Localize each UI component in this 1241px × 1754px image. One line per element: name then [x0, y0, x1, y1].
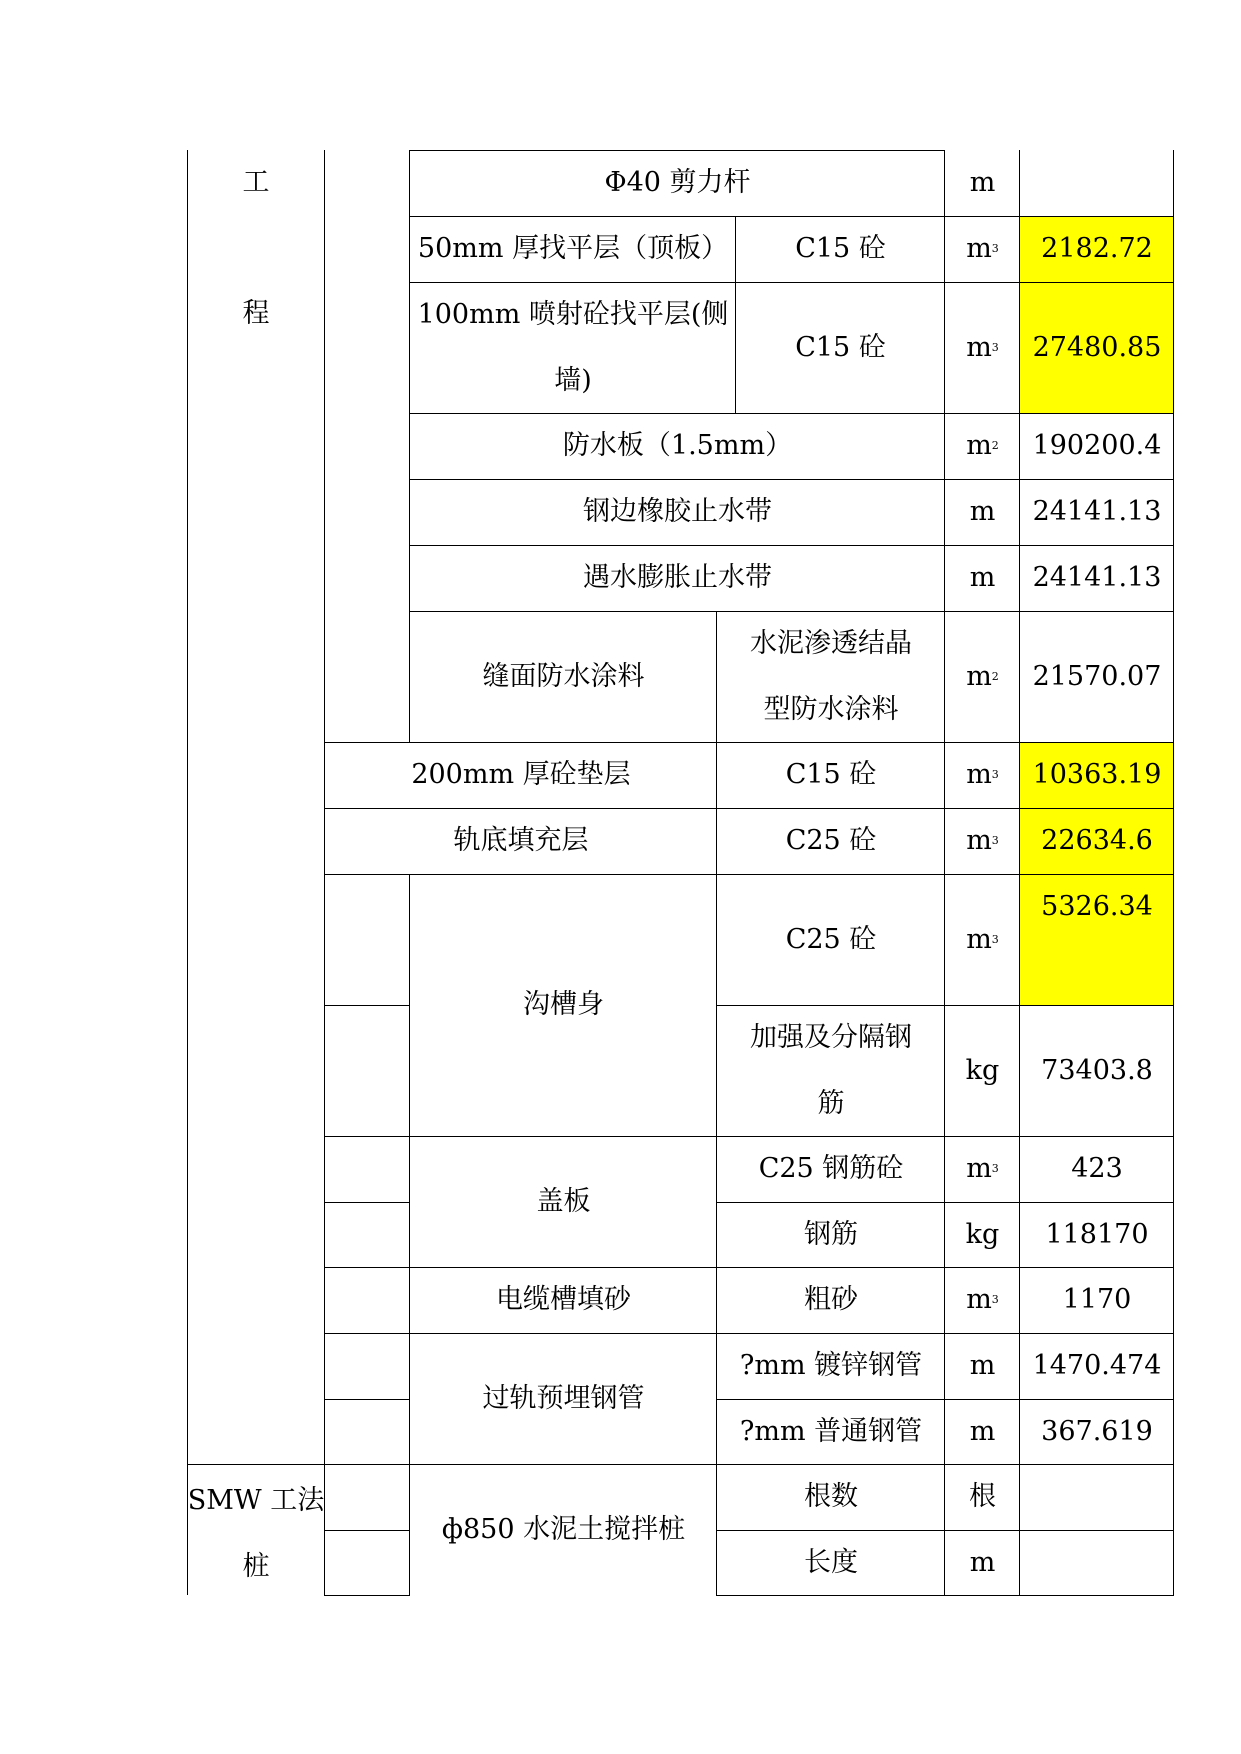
horizontal-rule	[409, 479, 1174, 480]
category-label-engineering-2: 程	[242, 298, 270, 329]
unit-cell: m	[969, 562, 996, 593]
quantity-cell-highlighted: 10363.19	[1020, 742, 1174, 808]
quantity-cell: 24141.13	[1032, 562, 1162, 593]
unit-cell: m	[969, 1546, 996, 1578]
spec-cell: 钢筋	[804, 1218, 858, 1250]
item-name: ф850 水泥土搅拌桩	[441, 1513, 686, 1545]
item-name: 沟槽身	[523, 989, 604, 1020]
unit-cell: m 3	[945, 1267, 1020, 1333]
horizontal-rule	[409, 150, 945, 151]
vertical-rule	[409, 874, 410, 1595]
unit-cell: m 2	[945, 413, 1020, 479]
horizontal-rule	[409, 216, 1174, 217]
item-name: 钢边橡胶止水带	[583, 496, 772, 527]
spec-line: 水泥渗透结晶	[750, 627, 912, 659]
unit-cell: kg	[965, 1218, 1000, 1250]
item-name: 遇水膨胀止水带	[583, 562, 772, 593]
item-name: 缝面防水涂料	[482, 660, 645, 692]
horizontal-rule	[324, 1136, 1174, 1137]
quantity-cell	[1020, 1464, 1174, 1530]
vertical-rule	[716, 611, 717, 1595]
horizontal-rule	[409, 611, 1174, 612]
unit-cell: m	[969, 1350, 996, 1381]
category-label-smw-2: 桩	[242, 1551, 270, 1582]
horizontal-rule	[716, 1005, 1174, 1006]
quantity-cell: 1170	[1062, 1284, 1132, 1315]
spec-cell: C25 钢筋砼	[758, 1153, 904, 1184]
horizontal-rule	[716, 1399, 1174, 1400]
unit-base: m	[966, 233, 992, 264]
horizontal-rule	[716, 1202, 1174, 1203]
quantity-cell: 73403.8	[1041, 1054, 1153, 1086]
item-name: 50mm 厚找平层（顶板）	[417, 233, 729, 264]
unit-base: m	[966, 923, 992, 955]
horizontal-rule	[324, 1530, 410, 1531]
spec-cell: C15 砼	[795, 233, 886, 264]
unit-base: m	[966, 331, 992, 363]
horizontal-rule	[187, 1464, 1174, 1465]
vertical-rule	[944, 150, 945, 1595]
item-name: 防水板（1.5mm）	[562, 430, 793, 461]
quantity-cell	[1020, 1530, 1174, 1595]
spec-line: 型防水涂料	[763, 693, 899, 725]
unit-cell: m 3	[945, 216, 1020, 282]
unit-cell: 根	[969, 1481, 996, 1512]
unit-base: m	[966, 660, 992, 692]
vertical-rule	[324, 150, 325, 1595]
horizontal-rule	[324, 1595, 410, 1596]
quantity-cell: 367.619	[1041, 1415, 1153, 1447]
unit-cell: m 3	[945, 808, 1020, 874]
horizontal-rule	[409, 282, 1174, 283]
unit-cell: m 3	[945, 282, 1020, 413]
horizontal-rule	[409, 413, 1174, 414]
unit-base: m	[966, 1284, 992, 1315]
unit-cell: m 3	[945, 874, 1020, 1005]
horizontal-rule	[716, 1530, 1174, 1531]
horizontal-rule	[324, 1333, 1174, 1334]
unit-base: m	[966, 825, 992, 856]
unit-cell: m	[969, 167, 996, 198]
item-name-multiline	[410, 282, 736, 413]
item-name: 轨底填充层	[453, 825, 589, 856]
horizontal-rule	[324, 1399, 410, 1400]
spec-cell: ?mm 镀锌钢管	[739, 1350, 923, 1381]
unit-base: m	[966, 1153, 992, 1184]
spec-cell: C15 砼	[795, 331, 886, 363]
category-label-smw-1: SMW 工法	[187, 1485, 325, 1516]
horizontal-rule	[324, 874, 1174, 875]
vertical-rule	[1173, 150, 1174, 1595]
unit-cell: kg	[965, 1054, 1000, 1086]
unit-cell: m	[969, 496, 996, 527]
horizontal-rule	[324, 808, 1174, 809]
quantity-cell: 118170	[1045, 1218, 1149, 1250]
horizontal-rule	[324, 1267, 1174, 1268]
quantity-cell: 21570.07	[1032, 660, 1162, 692]
spec-cell-multiline	[717, 611, 945, 742]
item-name: Φ40 剪力杆	[604, 167, 751, 198]
horizontal-rule	[324, 1202, 410, 1203]
unit-cell: m 3	[945, 1136, 1020, 1202]
spec-cell: C25 砼	[785, 825, 877, 856]
item-name: 电缆槽填砂	[496, 1284, 631, 1315]
unit-base: m	[966, 430, 992, 461]
vertical-rule	[409, 150, 410, 742]
spec-cell: C15 砼	[785, 759, 877, 790]
horizontal-rule	[409, 545, 1174, 546]
vertical-rule	[735, 216, 736, 413]
quantity-cell-highlighted: 2182.72	[1020, 216, 1174, 282]
unit-cell: m	[969, 1415, 996, 1447]
quantity-cell	[1020, 150, 1174, 216]
item-name-line: 墙)	[554, 364, 592, 396]
horizontal-rule	[324, 1005, 410, 1006]
spec-cell: 长度	[804, 1546, 858, 1578]
spec-cell: 根数	[804, 1481, 858, 1512]
item-name: 过轨预埋钢管	[482, 1382, 645, 1414]
item-name-line: 100mm 喷射砼找平层(侧	[417, 298, 729, 330]
quantity-cell-highlighted: 22634.6	[1020, 808, 1174, 874]
horizontal-rule	[716, 1595, 1174, 1596]
spec-cell: C25 砼	[785, 923, 877, 955]
spec-cell-multiline	[717, 1005, 945, 1136]
spec-line: 筋	[817, 1087, 845, 1119]
spec-cell: 粗砂	[804, 1284, 858, 1315]
quantity-cell: 423	[1071, 1153, 1123, 1184]
quantity-cell-highlighted: 27480.85	[1020, 282, 1174, 413]
category-label-engineering-1: 工	[242, 167, 270, 198]
horizontal-rule	[324, 742, 1174, 743]
vertical-rule	[187, 150, 188, 1595]
vertical-rule	[1019, 150, 1020, 1595]
quantity-cell-highlighted: 5326.34	[1020, 874, 1174, 1005]
spec-line: 加强及分隔钢	[750, 1021, 912, 1053]
unit-cell: m 2	[945, 611, 1020, 742]
quantity-cell: 1470.474	[1032, 1350, 1162, 1381]
quantity-cell: 190200.4	[1032, 430, 1162, 461]
quantity-cell: 24141.13	[1032, 496, 1162, 527]
spec-cell: ?mm 普通钢管	[739, 1415, 923, 1447]
item-name: 200mm 厚砼垫层	[411, 759, 631, 790]
unit-base: m	[966, 759, 992, 790]
unit-cell: m 3	[945, 742, 1020, 808]
item-name: 盖板	[536, 1185, 591, 1217]
